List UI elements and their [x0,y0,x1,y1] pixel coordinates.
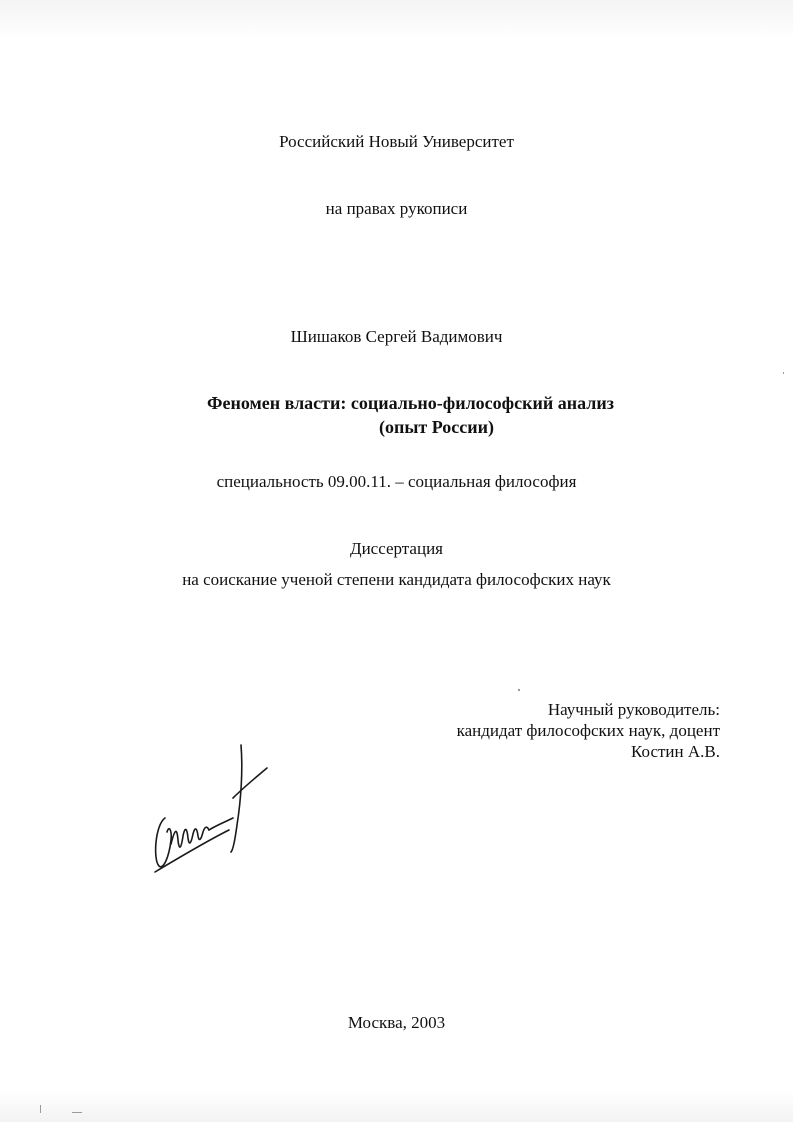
dissertation-title-line-1: Феномен власти: социально-философский анализ [207,393,614,413]
scan-speck [518,689,520,691]
scan-speck [40,1105,41,1113]
dissertation-title-line-2: (опыт России) [379,417,495,437]
dissertation-label: Диссертация [349,539,443,558]
specialty-line: специальность 09.00.11. – социальная философия [216,472,577,491]
manuscript-note: на правах рукописи [325,199,468,218]
degree-line: на соискание ученой степени кандидата философских наук [182,570,611,589]
university-name: Российский Новый Университет [279,132,514,151]
scan-speck [783,372,784,374]
advisor-name: Костин А.В. [631,742,720,761]
city-year: Москва, 2003 [347,1013,446,1032]
advisor-label: Научный руководитель: [547,700,720,719]
author-name: Шишаков Сергей Вадимович [290,327,503,346]
advisor-title: кандидат философских наук, доцент [456,721,720,740]
handwritten-signature-icon [145,740,275,880]
scan-speck [72,1112,82,1113]
